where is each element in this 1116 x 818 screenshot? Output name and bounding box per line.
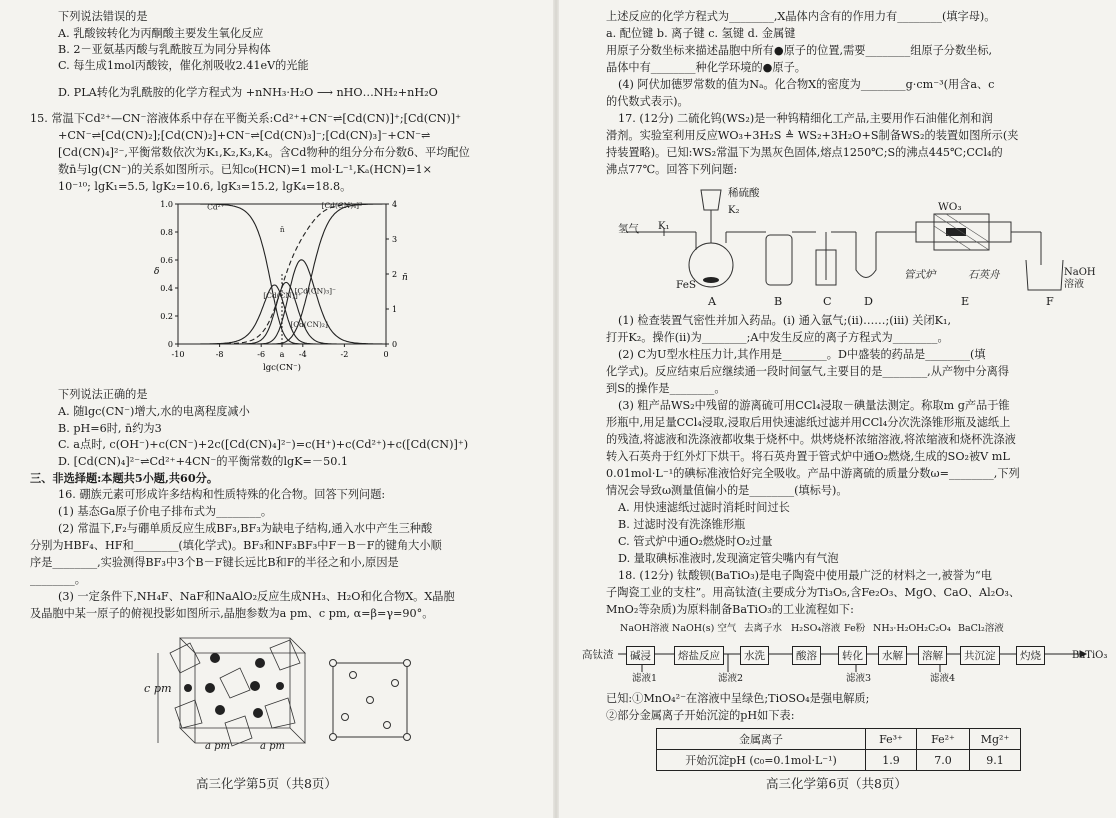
q16-part4-line1: (4) 阿伏加德罗常数的值为Nₐ。化合物X的密度为________g·cm⁻³(用含a、c [618, 78, 995, 91]
left-page-footer: 高三化学第5页（共8页） [196, 776, 337, 791]
q14-prompt: 下列说法错误的是 [58, 10, 148, 23]
q14-option-d: D. PLA转化为乳酰胺的化学方程式为 +nNH₃·H₂O ⟶ nHO…NH₂+nH₂O [58, 86, 438, 99]
x-tick-label-5: -2 [340, 350, 349, 359]
y-left-tick-label-0: 0 [167, 340, 173, 349]
ph-table-head-fe3: Fe³⁺ [866, 729, 917, 750]
series-0-label: Cd²⁺ [207, 202, 225, 212]
flow-reagent-2: NaOH(s) 空气 [672, 623, 737, 634]
flow-step-1: 碱浸 [626, 646, 655, 665]
q16-part3-line3: 上述反应的化学方程式为________,X晶体内含有的作用力有________(填字母)。 [606, 10, 996, 23]
left-page [0, 0, 556, 818]
q18-line3: MnO₂等杂质)为原料制备BaTiO₃的工业流程如下: [606, 603, 854, 616]
q16-part2-line1: (2) 常温下,F₂与硼单质反应生成BF₃,BF₃为缺电子结构,通入水中产生三种酸 [58, 522, 433, 535]
q17-part3-line4: 转入石英舟于红外灯下烘干。将石英舟置于管式炉中通O₂燃烧,生成的SO₂被V mL [606, 450, 1010, 463]
flow-step-2: 熔盐反应 [674, 646, 724, 665]
q16-choices: a. 配位键 b. 离子键 c. 氢键 d. 金属键 [606, 27, 796, 40]
label-E: E [961, 295, 970, 308]
q17-option-a: A. 用快速滤纸过滤时消耗时间过长 [618, 501, 790, 514]
y-right-tick-label-3: 3 [392, 235, 398, 244]
ph-table-mg-value: 9.1 [970, 750, 1021, 771]
q14-option-b: B. 2－亚氨基丙酸与乳酰胺互为同分异构体 [58, 43, 271, 56]
right-page [556, 0, 1116, 818]
crystal-projection-figure [325, 655, 415, 745]
x-tick-label-4: -4 [298, 350, 307, 359]
q17-part2-line3: 到S的操作是________。 [606, 382, 726, 395]
q15-line-5: 10⁻¹⁰; lgK₁=5.5, lgK₂=10.6, lgK₃=15.2, lgK₄=18.8。 [58, 180, 352, 193]
right-page-footer: 高三化学第6页（共8页） [766, 776, 907, 791]
q16-part3-line4: 用原子分数坐标来描述晶胞中所有●原子的位置,需要________组原子分数坐标, [606, 44, 993, 57]
x-tick-label-1: -8 [215, 350, 224, 359]
q16-intro: 16. 硼族元素可形成许多结构和性质特殊的化合物。回答下列问题: [58, 488, 386, 501]
crystal-c-label: c pm [144, 682, 172, 695]
crystal-a-label-1: a pm [205, 741, 231, 752]
q16-part2-line2: 分别为HBF₄、HF和________(填化学式)。BF₃和NF₃BF₃中F－B－F的键角大小顺 [30, 539, 442, 552]
flow-step-9: 灼烧 [1016, 646, 1045, 665]
series-4-label: [Cd(CN)₄]²⁻ [321, 201, 367, 211]
q14-option-a: A. 乳酸铵转化为丙酮酸主要发生氧化反应 [58, 27, 264, 40]
label-k2: K₂ [728, 205, 740, 216]
flow-step-4: 酸溶 [792, 646, 821, 665]
y-left-tick-label-3: 0.6 [160, 256, 173, 265]
ph-table-head-fe2: Fe²⁺ [917, 729, 970, 750]
flow-reagent-6: NH₃·H₂O [873, 623, 917, 634]
q17-part2-line2: 化学式)。反应结束后应继续通一段时间氩气,主要目的是________,从产物中分离得 [606, 365, 1010, 378]
q15-option-c: C. a点时, c(OH⁻)+c(CN⁻)+2c([Cd(CN)₄]²⁻)=c(H⁺)+c(Cd²⁺)+c([Cd(CN)]⁺) [58, 438, 469, 451]
y-right-tick-label-2: 2 [392, 270, 398, 279]
distribution-chart [150, 196, 420, 381]
section-3-heading: 三、非选择题:本题共5小题,共60分。 [30, 471, 219, 485]
ph-table-head-mg: Mg²⁺ [970, 729, 1021, 750]
q17-line4: 沸点77℃。回答下列问题: [606, 163, 738, 176]
x-tick-label-0: -10 [171, 350, 185, 359]
q18-line1: 18. (12分) 钛酸钡(BaTiO₃)是电子陶瓷中使用最广泛的材料之一,被誉为“电 [618, 569, 992, 582]
label-h2: 氢气 [618, 223, 639, 235]
y-left-tick-label-4: 0.8 [160, 228, 173, 237]
q15-option-a: A. 随lgc(CN⁻)增大,水的电离程度减小 [58, 405, 250, 418]
q17-line2: 滑剂。实验室利用反应WO₃+3H₂S ≜ WS₂+3H₂O+S制备WS₂的装置如图所示(夹 [606, 129, 1019, 142]
flow-step-8: 共沉淀 [960, 646, 1000, 665]
q17-line3: 持装置略)。已知:WS₂常温下为黑灰色固体,熔点1250℃;S的沸点445℃;CCl₄的 [606, 146, 1003, 159]
q15-line-3: [Cd(CN)₄]²⁻,平衡常数依次为K₁,K₂,K₃,K₄。含Cd物种的组分分布分数δ、平均配位 [58, 146, 470, 159]
q16-part3-line1: (3) 一定条件下,NH₄F、NaF和NaAlO₂反应生成NH₃、H₂O和化合物X。X晶胞 [58, 590, 455, 603]
flow-start: 高钛渣 [582, 649, 614, 661]
crystal-a-label-2: a pm [260, 741, 286, 752]
flow-filtrate-3: 滤液3 [846, 673, 872, 684]
q16-part2-line4: ________。 [30, 573, 86, 586]
flow-reagent-5: Fe粉 [844, 623, 866, 634]
flow-reagent-3: 去离子水 [744, 623, 783, 634]
label-furnace: 管式炉 [904, 269, 936, 281]
q17-part3-line2: 形瓶中,用足量CCl₄浸取,浸取后用快速滤纸过滤并用CCl₄分次洗涤锥形瓶及滤纸上 [606, 416, 1011, 429]
series-2-label: [Cd(CN)₂] [290, 320, 328, 330]
q15-option-b: B. pH=6时, n̄约为3 [58, 422, 162, 435]
q17-option-d: D. 量取碘标准液时,发现滴定管尖嘴内有气泡 [618, 552, 839, 565]
q15-line-2: +CN⁻⇌[Cd(CN)₂];[Cd(CN)₂]+CN⁻⇌[Cd(CN)₃]⁻;[Cd(CN)₃]⁻+CN⁻⇌ [58, 129, 431, 142]
y-left-axis-label: δ [154, 267, 160, 277]
q17-part2-line1: (2) C为U型水柱压力计,其作用是________。D中盛装的药品是________(填 [618, 348, 986, 361]
q17-part1-line1: (1) 检查装置气密性并加入药品。(ⅰ) 通入氩气;(ⅱ)……;(ⅲ) 关闭K₁, [618, 314, 952, 327]
q17-line1: 17. (12分) 二硫化钨(WS₂)是一种钨精细化工产品,主要用作石油催化剂和润 [618, 112, 993, 125]
label-F: F [1046, 295, 1054, 308]
x-tick-label-3: a [279, 350, 285, 359]
q14-option-c: C. 每生成1mol丙酸铵，催化剂吸收2.41eV的光能 [58, 59, 309, 72]
flow-reagent-1: NaOH溶液 [620, 623, 670, 634]
q15-line-4: 数n̄与lg(CN⁻)的关系如图所示。已知c₀(HCN)=1 mol·L⁻¹,Kₐ(HCN)=1× [58, 163, 433, 176]
ph-table [656, 728, 1021, 771]
q16-part4-line2: 的代数式表示)。 [606, 95, 689, 108]
x-tick-label-2: -6 [257, 350, 266, 359]
q15-line-1: 15. 常温下Cd²⁺—CN⁻溶液体系中存在平衡关系:Cd²⁺+CN⁻⇌[Cd(CN)]⁺;[Cd(CN)]⁺ [30, 112, 462, 125]
flow-step-6: 水解 [878, 646, 907, 665]
ph-table-header [657, 729, 1021, 750]
q16-part1: (1) 基态Ga原子价电子排布式为________。 [58, 505, 273, 518]
y-left-tick-label-1: 0.2 [160, 312, 173, 321]
flow-reagent-7: H₂C₂O₄ [916, 623, 951, 634]
q16-part3-line2: 及晶胞中某一原子的俯视投影如图所示,晶胞参数为a pm、c pm, α=β=γ=90°。 [30, 607, 434, 620]
label-fes: FeS [676, 279, 697, 291]
y-left-tick-label-5: 1.0 [160, 200, 173, 209]
series-5-label: n̄ [279, 225, 285, 234]
q18-line2: 子陶瓷工业的支柱”。用高钛渣(主要成分为Ti₃O₅,含Fe₂O₃、MgO、CaO、Al₂O₃、 [606, 586, 1021, 599]
q17-part3-line1: (3) 粗产品WS₂中残留的游离硫可用CCl₄浸取－碘量法测定。称取m g产品于锥 [618, 399, 1010, 412]
q18-known-1: 已知:①MnO₄²⁻在溶液中呈绿色;TiOSO₄是强电解质; [606, 692, 870, 705]
q17-option-b: B. 过滤时没有洗涤锥形瓶 [618, 518, 746, 531]
flow-step-7: 溶解 [918, 646, 947, 665]
label-wo3: WO₃ [938, 201, 962, 213]
label-boat: 石英舟 [968, 269, 1000, 281]
flow-reagent-8: BaCl₂溶液 [958, 623, 1004, 634]
ph-table-head-ion: 金属离子 [657, 729, 866, 750]
q17-part3-line5: 0.01mol·L⁻¹的碘标准液恰好完全吸收。产品中游离硫的质量分数ω=________,下列 [606, 467, 1020, 480]
q17-option-c: C. 管式炉中通O₂燃烧时O₂过量 [618, 535, 773, 548]
label-B: B [774, 295, 783, 308]
ph-table-row-label: 开始沉淀pH (c₀=0.1mol·L⁻¹) [657, 750, 866, 771]
flow-step-5: 转化 [838, 646, 867, 665]
y-right-axis-label: n̄ [402, 273, 408, 283]
x-axis-label: lgc(CN⁻) [263, 363, 301, 373]
flow-filtrate-2: 滤液2 [718, 673, 744, 684]
series-3-label: [Cd(CN)₃]⁻ [294, 286, 336, 296]
q15-option-d: D. [Cd(CN)₄]²⁻⇌Cd²⁺+4CN⁻的平衡常数的lgK=－50.1 [58, 455, 349, 468]
y-right-tick-label-4: 4 [392, 200, 398, 209]
ph-table-row [657, 750, 1021, 771]
label-A: A [708, 295, 717, 308]
flow-filtrate-4: 滤液4 [930, 673, 956, 684]
y-right-tick-label-1: 1 [392, 305, 398, 314]
flow-reagent-4: H₂SO₄溶液 [791, 623, 841, 634]
label-k1: K₁ [658, 221, 670, 232]
ph-table-fe3-value: 1.9 [866, 750, 917, 771]
flow-step-3: 水洗 [740, 646, 769, 665]
q17-part1-line2: 打开K₂。操作(ⅱ)为________;A中发生反应的离子方程式为________。 [606, 331, 949, 344]
label-acid: 稀硫酸 [728, 187, 760, 199]
q17-part3-line3: 的残渣,将滤液和洗涤液都收集于烧杯中。烘烤烧杯浓缩溶液,将浓缩液和烧杯洗涤液 [606, 433, 1016, 446]
label-naoh: NaOH [1064, 267, 1096, 278]
label-C: C [823, 295, 832, 308]
q16-part2-line3: 序是________,实验测得BF₃中3个B－F键长远比B和F的半径之和小,原因是 [30, 556, 399, 569]
y-left-tick-label-2: 0.4 [160, 284, 173, 293]
label-D: D [864, 295, 873, 308]
q17-part3-line6: 情况会导致ω测量值偏小的是________(填标号)。 [606, 484, 848, 497]
q15-prompt: 下列说法正确的是 [58, 388, 148, 401]
y-right-tick-label-0: 0 [392, 340, 398, 349]
series-1-label: [Cd(CN)]⁺ [263, 290, 302, 300]
x-tick-label-6: 0 [383, 350, 389, 359]
q18-known-2: ②部分金属离子开始沉淀的pH如下表: [606, 709, 795, 722]
flow-filtrate-1: 滤液1 [632, 673, 658, 684]
ph-table-fe2-value: 7.0 [917, 750, 970, 771]
q16-part3-line5: 晶体中有________种化学环境的●原子。 [606, 61, 806, 74]
flow-end: BaTiO₃ [1072, 650, 1108, 661]
label-naoh-2: 溶液 [1064, 279, 1084, 290]
